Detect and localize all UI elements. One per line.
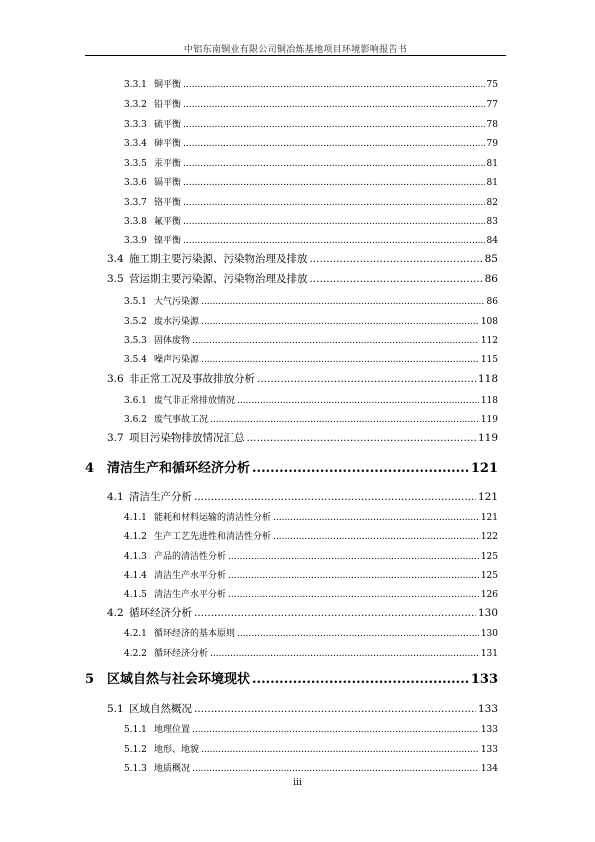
toc-entry-number: 3.3.6 [124,178,147,188]
dot-leader [228,571,479,581]
toc-entry-page: 86 [486,297,498,307]
toc-entry[interactable] [124,136,498,149]
dot-leader [201,355,479,365]
toc-entry[interactable] [124,646,498,659]
toc-entry[interactable] [107,271,498,286]
toc-entry-title: 清洁生产和循环经济分析 [107,461,251,476]
dot-leader [183,139,485,149]
toc-entry-page: 125 [480,571,498,581]
dot-leader [201,297,485,307]
toc-entry-number: 4.1.5 [124,590,147,600]
toc-entry-number: 4.1.4 [124,571,147,581]
toc-entry-number: 3.6 [107,373,124,385]
toc-entry-page: 126 [480,590,498,600]
toc-entry-number: 5.1.1 [124,725,147,735]
toc-entry-number: 3.3.4 [124,139,147,149]
toc-entry[interactable] [85,668,498,687]
toc-entry[interactable] [124,742,498,755]
toc-entry-page: 118 [477,373,498,385]
dot-leader [201,317,479,327]
toc-entry-number: 3.3.7 [124,198,147,208]
toc-entry-page: 121 [470,461,498,476]
dot-leader [192,336,479,346]
running-header: 中铝东南铜业有限公司铜冶炼基地项目环境影响报告书 [183,45,408,55]
toc-entry-page: 125 [480,552,498,562]
toc-entry-page: 133 [480,745,498,755]
toc-entry-title: 地理位置 [154,725,191,735]
toc-entry-number: 3.3.5 [124,159,147,169]
dot-leader [183,198,485,208]
toc-entry-number: 3.3.8 [124,217,147,227]
toc-entry-title: 循环经济的基本原则 [154,629,236,639]
toc-entry-number: 4.2.2 [124,649,147,659]
toc-entry-number: 3.5.4 [124,355,147,365]
toc-entry[interactable] [124,549,498,562]
toc-entry-title: 施工期主要污染源、污染物治理及排放 [129,253,308,265]
dot-leader [183,159,485,169]
dot-leader [273,532,479,542]
toc-entry-title: 噪声污染源 [154,355,200,365]
toc-entry-number: 5.1 [107,703,124,715]
dot-leader [252,461,469,476]
toc-entry-page: 108 [480,317,498,327]
toc-entry-title: 铬平衡 [154,198,182,208]
toc-entry-number: 3.5.2 [124,317,147,327]
dot-leader [247,432,476,444]
toc-entry-title: 砷平衡 [154,139,182,149]
dot-leader [183,100,485,110]
toc-entry[interactable] [124,352,498,365]
toc-entry-page: 130 [480,629,498,639]
dot-leader [194,607,476,619]
toc-entry[interactable] [107,251,498,266]
toc-entry-page: 115 [480,355,498,365]
toc-entry-number: 5.1.2 [124,745,147,755]
toc-entry-page: 119 [477,432,498,444]
toc-entry-number: 4.1.2 [124,532,147,542]
dot-leader [310,273,483,285]
toc-entry[interactable] [124,626,498,639]
page-number: iii [293,778,302,788]
toc-entry[interactable] [124,294,498,307]
dot-leader [183,178,485,188]
dot-leader [252,672,469,687]
toc-entry-title: 区域自然与社会环境现状 [107,672,251,687]
toc-entry-title: 镍平衡 [154,236,182,246]
toc-entry-number: 3.3.9 [124,236,147,246]
toc-entry-number: 4.1.1 [124,513,147,523]
toc-entry[interactable] [107,489,498,504]
toc-entry[interactable] [107,371,498,386]
toc-entry-title: 硫平衡 [154,120,182,130]
toc-entry-title: 铅平衡 [154,100,182,110]
toc-entry-page: 86 [484,273,498,285]
dot-leader [210,649,479,659]
dot-leader [201,745,479,755]
toc-entry[interactable] [124,77,498,90]
dot-leader [237,629,479,639]
toc-entry-page: 85 [484,253,498,265]
toc-entry-number: 5.1.3 [124,764,147,774]
toc-entry-number: 3.5.3 [124,336,147,346]
toc-entry-page: 133 [477,703,498,715]
toc-entry-title: 镉平衡 [154,178,182,188]
toc-entry-title: 循环经济分析 [154,649,209,659]
toc-entry-title: 氟平衡 [154,217,182,227]
toc-entry[interactable] [124,333,498,346]
toc-entry-number: 3.3.2 [124,100,147,110]
toc-entry-title: 区域自然概况 [129,703,192,715]
toc-entry-number: 4.1 [107,491,124,503]
toc-entry-number: 3.5 [107,273,124,285]
dot-leader [192,764,479,774]
toc-entry-page: 121 [477,491,498,503]
toc-entry-number: 3.5.1 [124,297,147,307]
dot-leader [183,236,485,246]
toc-entry-page: 84 [486,236,498,246]
dot-leader [237,396,479,406]
dot-leader [183,80,485,90]
dot-leader [183,217,485,227]
toc-entry[interactable] [85,457,498,476]
toc-entry-number: 3.4 [107,253,124,265]
toc-entry-number: 4.2.1 [124,629,147,639]
toc-entry-title: 铜平衡 [154,80,182,90]
toc-entry-page: 122 [480,532,498,542]
dot-leader [228,552,479,562]
toc-entry-title: 营运期主要污染源、污染物治理及排放 [129,273,308,285]
toc-entry[interactable] [124,568,498,581]
toc-entry-page: 83 [486,217,498,227]
toc-entry-number: 3.3.3 [124,120,147,130]
toc-entry[interactable] [124,156,498,169]
toc-entry[interactable] [124,233,498,246]
toc-entry[interactable] [124,97,498,110]
toc-entry-title: 能耗和材料运输的清洁性分析 [154,513,272,523]
toc-entry-page: 119 [480,415,498,425]
toc-entry-number: 3.6.2 [124,415,147,425]
toc-entry[interactable] [107,701,498,716]
toc-entry[interactable] [124,393,498,406]
toc-entry[interactable] [124,510,498,523]
toc-entry-title: 废气事故工况 [154,415,209,425]
toc-entry[interactable] [124,117,498,130]
toc-entry-title: 循环经济分析 [129,607,192,619]
toc-entry-title: 固体废物 [154,336,191,346]
toc-entry[interactable] [124,722,498,735]
dot-leader [183,120,485,130]
toc-entry-page: 121 [480,513,498,523]
dot-leader [228,590,479,600]
toc-entry[interactable] [124,529,498,542]
toc-entry-title: 废气非正常排放情况 [154,396,236,406]
toc-entry-page: 81 [486,159,498,169]
toc-entry[interactable] [124,412,498,425]
toc-entry-page: 77 [486,100,498,110]
toc-entry-page: 112 [480,336,498,346]
dot-leader [194,703,476,715]
toc-entry-page: 75 [486,80,498,90]
toc-entry-title: 大气污染源 [154,297,200,307]
toc-entry-page: 134 [480,764,498,774]
toc-entry[interactable] [124,214,498,227]
toc-entry-title: 清洁生产水平分析 [154,571,227,581]
toc-entry-page: 81 [486,178,498,188]
toc-entry-title: 汞平衡 [154,159,182,169]
toc-entry-page: 118 [480,396,498,406]
toc-entry-page: 82 [486,198,498,208]
toc-entry-title: 废水污染源 [154,317,200,327]
dot-leader [210,415,479,425]
toc-entry-page: 133 [470,672,498,687]
toc-entry-page: 78 [486,120,498,130]
toc-entry-title: 项目污染物排放情况汇总 [129,432,245,444]
toc-entry[interactable] [124,175,498,188]
toc-entry-title: 产品的清洁性分析 [154,552,227,562]
toc-entry-title: 地形、地貌 [154,745,200,755]
toc-entry-page: 79 [486,139,498,149]
toc-entry[interactable] [107,605,498,620]
toc-entry[interactable] [124,761,498,774]
toc-entry-number: 3.3.1 [124,80,147,90]
toc-entry[interactable] [124,195,498,208]
dot-leader [257,373,476,385]
toc-entry[interactable] [124,587,498,600]
toc-entry-title: 地质概况 [154,764,191,774]
dot-leader [194,491,476,503]
dot-leader [192,725,479,735]
toc-entry-page: 131 [480,649,498,659]
toc-entry-number: 4.1.3 [124,552,147,562]
dot-leader [273,513,479,523]
toc-entry[interactable] [107,430,498,445]
toc-entry-number: 4.2 [107,607,124,619]
toc-entry-title: 清洁生产水平分析 [154,590,227,600]
toc-entry-title: 清洁生产分析 [129,491,192,503]
toc-entry-number: 3.7 [107,432,124,444]
toc-entry-page: 130 [477,607,498,619]
toc-entry-number: 5 [85,672,95,687]
toc-entry[interactable] [124,314,498,327]
toc-entry-number: 4 [85,461,95,476]
toc-entry-page: 133 [480,725,498,735]
dot-leader [310,253,483,265]
toc-entry-title: 生产工艺先进性和清洁性分析 [154,532,272,542]
toc-entry-number: 3.6.1 [124,396,147,406]
toc-entry-title: 非正常工况及事故排放分析 [129,373,255,385]
